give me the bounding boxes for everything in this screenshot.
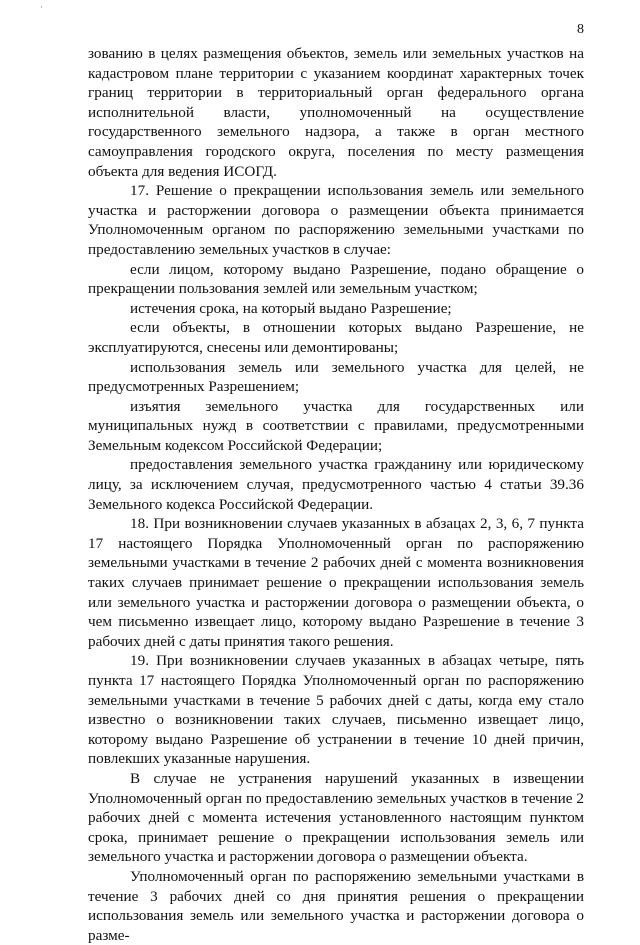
case-item: истечения срока, на который выдано Разрешение; [130, 299, 452, 317]
paragraph-non-compliance: В случае не устранения нарушений указанных в извещении Уполномоченный орган по предоставлению земельных участков в течение 2 рабочих дней с момента истечения установленного настоящим пунктом срока, принимает решение о прекращении использования земель или земельного участка и расторжении договора о размещении объекта. [88, 769, 584, 866]
scan-mark: · [40, 2, 43, 12]
case-item: предоставления земельного участка гражданину или юридическому лицу, за исключением случая, предусмотренного частью 4 статьи 39.36 Земельного кодекса Российской Федерации. [88, 456, 584, 513]
paragraph-17: 17. Решение о прекращении использования земель или земельного участка и расторжении договора о размещении объекта принимается Уполномоченным органом по распоряжению земельными участками по предоставлению земельных участков в случае: [88, 182, 584, 258]
paragraph-authority: Уполномоченный орган по распоряжению земельными участками в течение 3 рабочих дней со дня принятия решения о прекращении использования земель или земельного участка и расторжении договора о разме- [88, 867, 584, 944]
case-item: использования земель или земельного участка для целей, не предусмотренных Разрешением; [88, 358, 584, 396]
case-item: если лицом, которому выдано Разрешение, подано обращение о прекращении пользования землей или земельным участком; [88, 260, 584, 298]
case-item: изъятия земельного участка для государственных или муниципальных нужд в соответствии с правилами, предусмотренными Земельным кодексом Российской Федерации; [88, 397, 584, 454]
document-body [88, 44, 584, 945]
paragraph-18: 18. При возникновении случаев указанных в абзацах 2, 3, 6, 7 пункта 17 настоящего Порядка Уполномоченный орган по распоряжению земельными участками в течение 2 рабочих дней с момента возникновения таких случаев принимает решение о прекращении использования земель или земельного участка и расторжении договора о размещении объекта, о чем письменно извещает лицо, которому выдано Разрешение в течение 3 рабочих дней с даты принятия такого решения. [88, 515, 584, 650]
paragraph-19: 19. При возникновении случаев указанных в абзацах четыре, пять пункта 17 настоящего Порядка Уполномоченный орган по распоряжению земельными участками в течение 5 рабочих дней с даты, когда ему стало известно о возникновении таких случаев, письменно извещает лицо, которому выдано Разрешение об устранении в течение 10 дней причин, повлекших указанные нарушения. [88, 652, 584, 768]
case-item: если объекты, в отношении которых выдано Разрешение, не эксплуатируются, снесены или демонтированы; [88, 319, 584, 356]
paragraph-continuation: зованию в целях размещения объектов, земель или земельных участков на кадастровом плане территории с указанием координат характерных точек границ территории в территориальный орган федерального органа исполнительной власти, уполномоченный на осуществление государственного земельного надзора, а также в орган местного самоуправления городского округа, поселения по месту размещения объекта для ведения ИСОГД. [88, 45, 584, 180]
page-number: 8 [577, 22, 584, 37]
